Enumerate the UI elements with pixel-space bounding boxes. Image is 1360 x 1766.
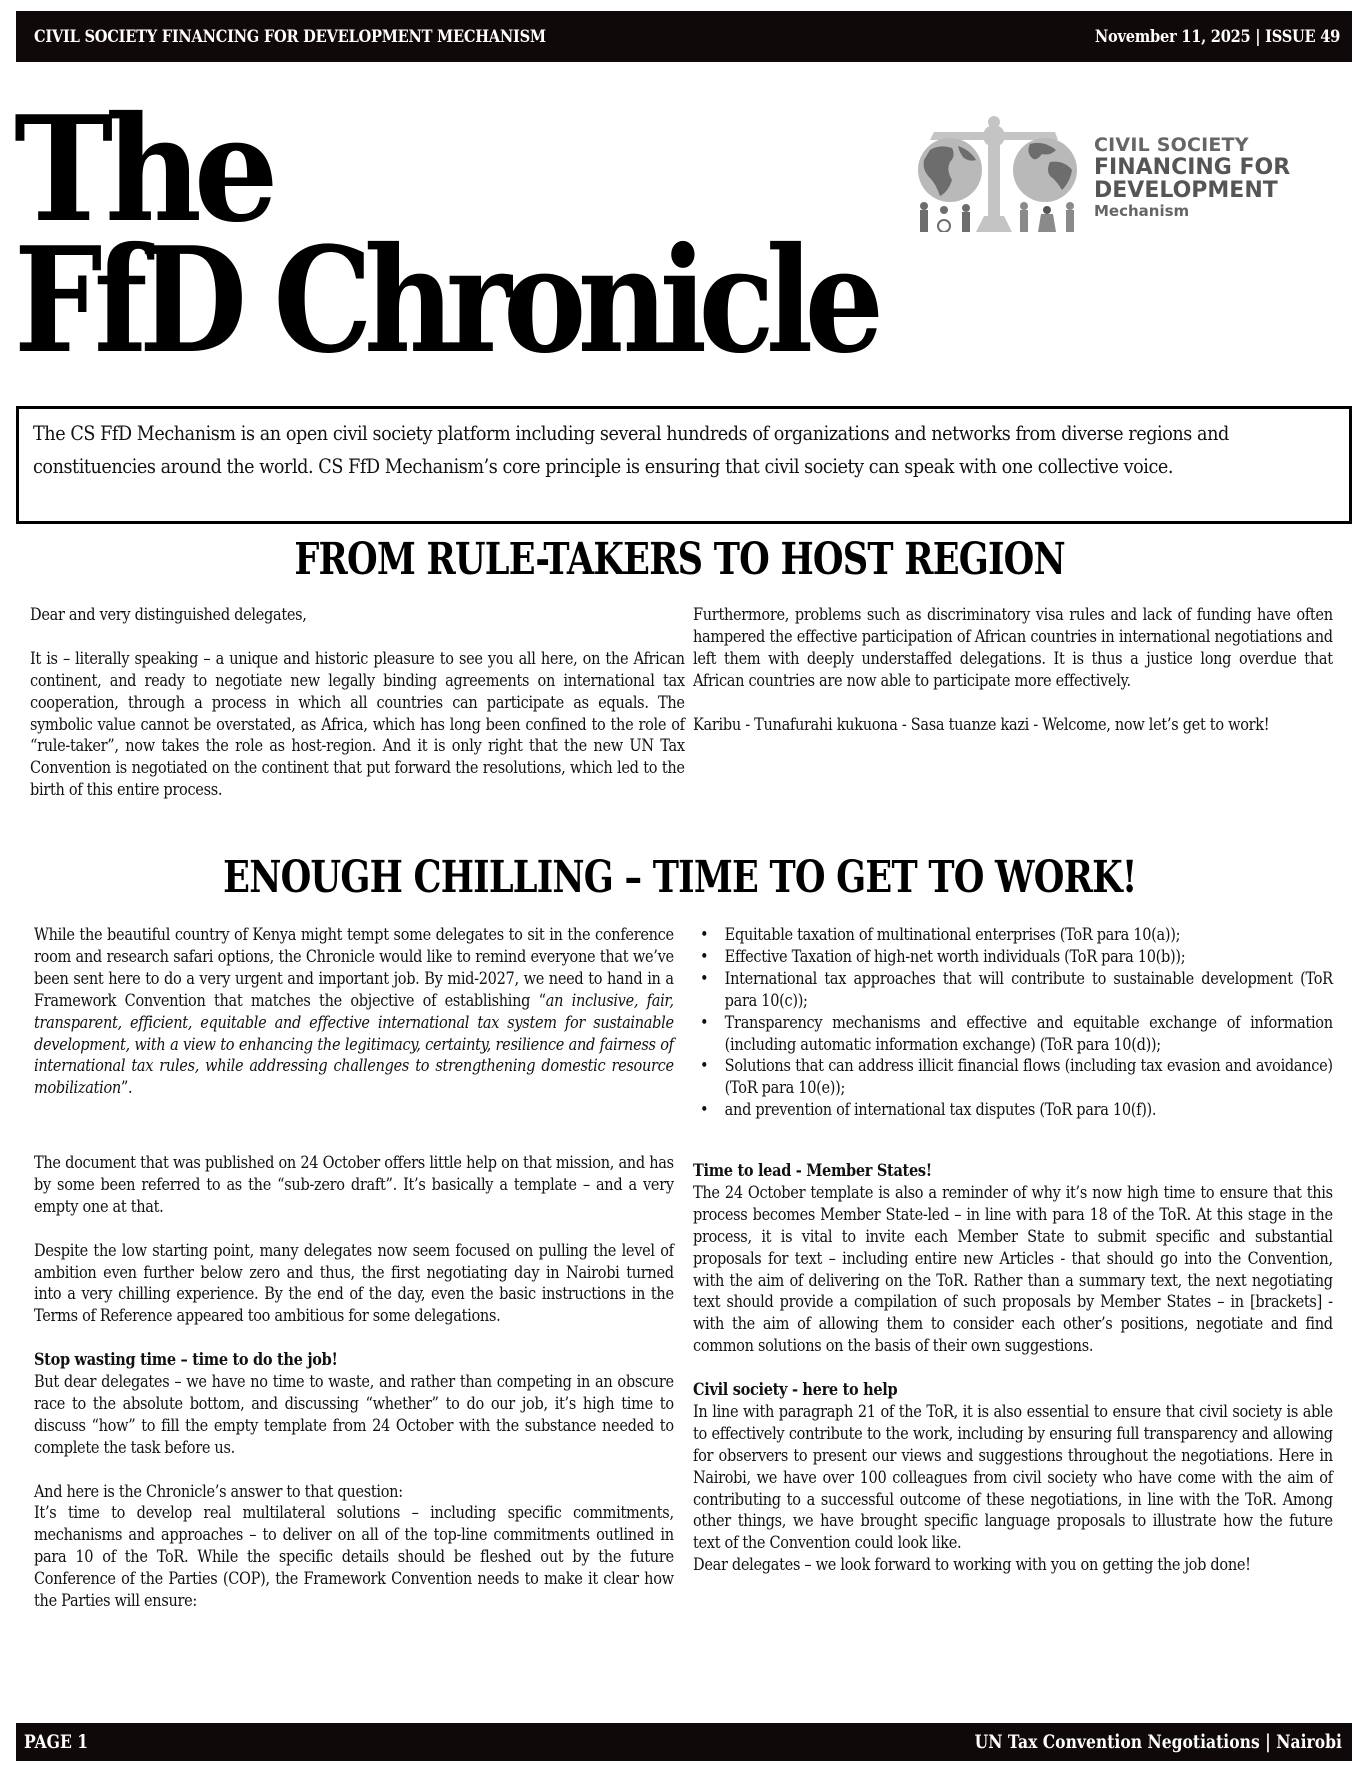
article-1-paragraph-2: Furthermore, problems such as discriminatory visa rules and lack of funding have often hampered the effective participation of African countries in international negotiations and left them with deeply understaffed delegations. It is thus a justice long overdue that African countries are now able to participate more effectively. (693, 605, 1333, 690)
list-item: • Transparency mechanisms and effective and equitable exchange of information (including automatic information exchange) (ToR para 10(d)); (700, 1012, 1333, 1054)
list-item: • Solutions that can address illicit financial flows (including tax evasion and avoidance) (ToR para 10(e)); (700, 1056, 1333, 1098)
article-2-column-right-bottom (693, 1160, 1333, 1576)
tor-objective-quote: an inclusive, fair, transparent, efficient, equitable and effective international tax system for sustainable development, with a view to enhancing the legitimacy, certainty, resilience and fairness of international tax rules, while addressing challenges to strengthening domestic resource mobilization (34, 990, 674, 1098)
event-name: UN Tax Convention Negotiations | Nairobi (974, 1731, 1342, 1753)
article-2-paragraph-7: In line with paragraph 21 of the ToR, it is also essential to ensure that civil society is able to effectively contribute to the work, including by ensuring full transparency and allowing for observers to present our views and suggestions throughout the negotiations. Here in Nairobi, we have over 100 colleagues from civil society who have come with the aim of contributing to a successful outcome of these negotiations, in line with the ToR. Among other things, we have brought specific language proposals to illustrate how the future text of the Convention could look like. (693, 1401, 1333, 1553)
bullet-icon: • (700, 1056, 709, 1076)
scales-with-globes-icon (900, 110, 1090, 232)
article-1-column-right (693, 604, 1333, 735)
footer-banner (16, 1723, 1352, 1761)
cs-ffd-logo (900, 110, 1340, 232)
list-item: • Equitable taxation of multinational enterprises (ToR para 10(a)); (700, 925, 1181, 944)
article-1-paragraph-1: It is – literally speaking – a unique and historic pleasure to see you all here, on the African continent, and ready to negotiate new legally binding agreements on international tax cooperation, through a process in which all countries can participate as equals. The symbolic value cannot be overstated, as Africa, which has long been confined to the role of “rule-taker”, now takes the role as host-region. And it is only right that the new UN Tax Convention is negotiated on the continent that put forward the resolutions, which led to the birth of this entire process. (30, 648, 685, 800)
article-2-column-left-top (34, 924, 674, 1099)
article-1-column-left (30, 604, 685, 801)
bullet-icon: • (700, 1012, 709, 1032)
article-2-paragraph-4: But dear delegates – we have no time to waste, and rather than competing in an obscure race to the absolute bottom, and discussing “whether” to do our job, it’s high time to discuss “how” to fill the empty template from 24 October with the substance needed to complete the task before us. (34, 1372, 674, 1457)
article-2-paragraph-5b: It’s time to develop real multilateral solutions – including specific commitments, mechanisms and approaches – to deliver on all of the top-line commitments outlined in para 10 of the ToR. While the specific details should be fleshed out by the future Conference of the Parties (COP), the Framework Convention needs to make it clear how the Parties will ensure: (34, 1503, 674, 1611)
masthead-title (14, 85, 1016, 386)
org-name: CIVIL SOCIETY FINANCING FOR DEVELOPMENT MECHANISM (34, 26, 546, 47)
article-2-paragraph-5a: And here is the Chronicle’s answer to that question: (34, 1481, 403, 1501)
date-issue: November 11, 2025 | ISSUE 49 (1094, 26, 1340, 47)
list-item: • and prevention of international tax disputes (ToR para 10(f)). (700, 1100, 1157, 1120)
subheading-civil-society: Civil society - here to help (693, 1380, 898, 1400)
logo-line-1: CIVIL SOCIETY (1094, 134, 1249, 156)
page-number: PAGE 1 (24, 1731, 89, 1753)
intro-box (16, 406, 1352, 524)
article-2-headline: ENOUGH CHILLING – TIME TO GET TO WORK! (223, 852, 1137, 903)
article-1-headline: FROM RULE-TAKERS TO HOST REGION (294, 534, 1066, 585)
article-2-paragraph-6: The 24 October template is also a reminder of why it’s now high time to ensure that this process becomes Member State-led – in line with para 18 of the ToR. At this stage in the process, it is vital to invite each Member State to submit specific and substantial proposals for text – including entire new Articles - that should go into the Convention, with the aim of delivering on the ToR. Rather than a summary text, the next negotiating text should provide a compilation of such proposals by Member States – in [brackets] - with the aim of allowing them to consider each other’s positions, negotiate and find common solutions on the basis of their own suggestions. (693, 1182, 1333, 1356)
logo-line-2: FINANCING FOR (1094, 155, 1291, 180)
bullet-icon: • (700, 925, 709, 944)
article-2-paragraph-3: Despite the low starting point, many delegates now seem focused on pulling the level of ambition even further below zero and thus, the first negotiating day in Nairobi turned into a very chilling experience. By the end of the day, even the basic instructions in the Terms of Reference appeared too ambitious for some delegations. (34, 1240, 674, 1326)
article-2-column-left-bottom (34, 1152, 674, 1612)
subheading-time-to-lead: Time to lead - Member States! (693, 1161, 932, 1180)
bullet-icon: • (700, 1100, 709, 1120)
logo-line-3: DEVELOPMENT (1094, 178, 1278, 203)
top-banner (16, 11, 1352, 62)
intro-text: The CS FfD Mechanism is an open civil society platform including several hundreds of organizations and networks from diverse regions and constituencies around the world. CS FfD Mechanism’s core principle is ensuring that civil society can speak with one collective voice. (33, 421, 1229, 478)
masthead-line-2: FfD Chronicle (14, 215, 876, 386)
article-1-paragraph-3: Karibu - Tunafurahi kukuona - Sasa tuanze kazi - Welcome, now let’s get to work! (693, 714, 1270, 734)
article-2-paragraph-1: While the beautiful country of Kenya might tempt some delegates to sit in the conference room and research safari options, the Chronicle would like to remind everyone that we’ve been sent here to do a very urgent and important job. By mid-2027, we need to hand in a Framework Convention that matches the objective of establishing “an inclusive, fair, transparent, efficient, equitable and effective international tax system for sustainable development, with a view to enhancing the legitimacy, certainty, resilience and fairness of international tax rules, while addressing challenges to strengthening domestic resource mobilization”. (34, 925, 674, 1098)
subheading-stop-wasting-time: Stop wasting time – time to do the job! (34, 1350, 338, 1370)
article-2-paragraph-8: Dear delegates – we look forward to working with you on getting the job done! (693, 1555, 1251, 1575)
list-item: • International tax approaches that will contribute to sustainable development (ToR para 10(c)); (700, 968, 1333, 1010)
article-2-paragraph-2: The document that was published on 24 October offers little help on that mission, and has by some been referred to as the “sub-zero draft”. It’s basically a template – and a very empty one at that. (34, 1153, 674, 1216)
bullet-icon: • (700, 968, 709, 988)
bullet-icon: • (700, 946, 709, 966)
logo-line-4: Mechanism (1094, 202, 1190, 220)
article-2-bullet-list (693, 924, 1333, 1121)
list-item: • Effective Taxation of high-net worth individuals (ToR para 10(b)); (700, 946, 1186, 966)
masthead-line-1: The (14, 85, 271, 255)
salutation: Dear and very distinguished delegates, (30, 605, 307, 624)
logo-wordmark (1094, 136, 1290, 219)
